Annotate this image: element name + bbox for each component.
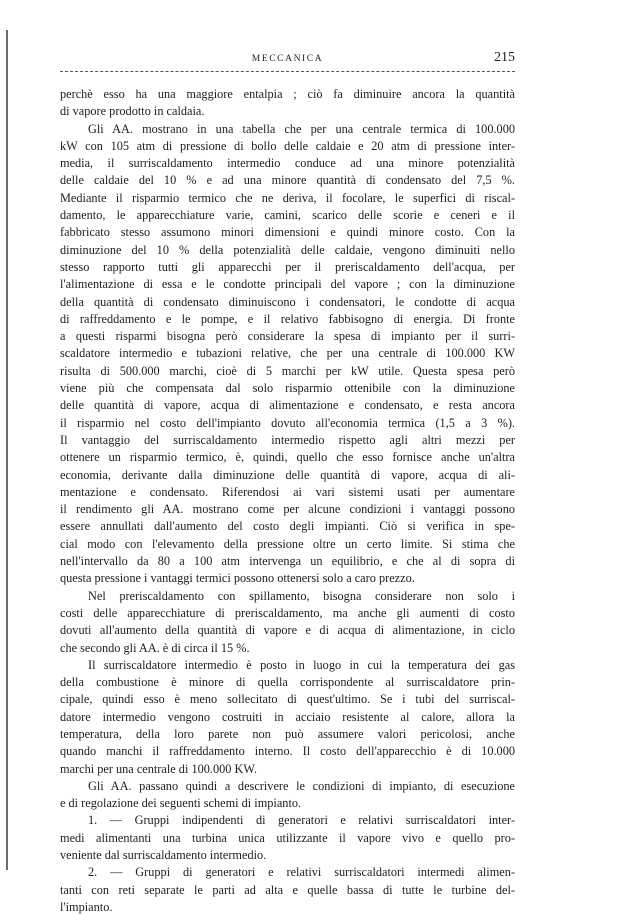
text-line: il risparmio nel costo dell'impianto dovuto all'economia termica (1,5 a 3 %). xyxy=(60,415,515,430)
text-line: il rendimento gli AA. mostrano come per alcune condizioni i vantaggi possono xyxy=(60,502,515,517)
text-line: della quantità di condensato diminuiscono i condensatori, le condotte di acqua xyxy=(60,294,515,309)
text-line: perchè esso ha una maggiore entalpia ; ciò fa diminuire ancora la quantità xyxy=(60,87,515,101)
text-line: medi alimentanti una turbina unica utilizzante il vapore vivo e quello pro- xyxy=(60,830,515,845)
text-line: temperatura, della loro parete non può assumere valori pericolosi, anche xyxy=(60,726,515,741)
text-line: stesso rapporto tutti gli apparecchi per il preriscaldamento dell'acqua, per xyxy=(60,259,515,274)
text-line: diminuzione del 10 % della potenzialità delle caldaie, vengono diminuiti nello xyxy=(60,242,515,257)
text-line: risulta di 500.000 marchi, cioè di 5 marchi per kW utile. Questa spesa però xyxy=(60,363,515,378)
page-edge-shadow xyxy=(6,30,8,870)
text-line: Nel preriscaldamento con spillamento, bisogna considerare non solo i xyxy=(88,588,515,603)
text-line: economia, derivante dalla diminuzione delle quantità di vapore, acqua di ali- xyxy=(60,467,515,482)
text-line: mentazione e condensato. Riferendosi ai vari sistemi usati per aumentare xyxy=(60,484,515,499)
text-line: delle caldaie del 10 % e ad una minore quantità di condensato del 7,5 %. xyxy=(60,173,515,188)
text-line: 2. — Gruppi di generatori e relativi surriscaldatori intermedi alimen- xyxy=(88,865,515,880)
text-line: dovuti all'aumento della quantità di vapore e di acqua di alimentazione, in ciclo xyxy=(60,623,515,638)
text-line: a questi risparmi bisogna però considerare la spesa di impianto per il surri- xyxy=(60,329,515,344)
text-line: quando manchi il raffreddamento interno. Il costo dell'apparecchio è di 10.000 xyxy=(60,744,515,759)
running-header xyxy=(60,50,515,70)
text-line: damento, le apparecchiature varie, camini, scarico delle scorie e ceneri e il xyxy=(60,208,515,223)
text-line: scaldatore intermedio e tubazioni relative, che per una centrale di 100.000 KW xyxy=(60,346,515,361)
text-line: 1. — Gruppi indipendenti di generatori e relativi surriscaldatori inter- xyxy=(88,813,515,828)
text-line: di vapore prodotto in caldaia. xyxy=(60,104,205,119)
text-line: viene più che compensata dal solo risparmio ottenibile con la diminuzione xyxy=(60,381,515,396)
text-line: questa pressione i vantaggi termici possono ottenersi solo a caro prezzo. xyxy=(60,571,415,586)
text-line: costi delle apparecchiature di preriscaldamento, ma anche gli aumenti di costo xyxy=(60,605,515,620)
text-line: datore intermedio vengono costruiti in acciaio resistente al calore, allora la xyxy=(60,709,515,724)
text-line: nell'intervallo da 80 a 100 atm intervenga un equilibrio, e che al di sopra di xyxy=(60,554,515,569)
text-line: marchi per una centrale di 100.000 KW. xyxy=(60,761,257,776)
text-line: l'alimentazione di essa e le condotte principali del vapore ; con la diminuzione xyxy=(60,277,515,292)
text-line: media, il surriscaldamento intermedio conduce ad una minore potenzialità xyxy=(60,156,515,171)
page-number: 215 xyxy=(494,50,515,65)
text-line: della combustione è minore di quella corrispondente al surriscaldatore prin- xyxy=(60,675,515,690)
text-line: Gli AA. mostrano in una tabella che per una centrale termica di 100.000 xyxy=(88,121,515,136)
text-line: kW con 105 atm di pressione di bollo delle caldaie e 20 atm di pressione inter- xyxy=(60,138,515,153)
text-line: l'impianto. xyxy=(60,899,113,914)
text-line: Il vantaggio del surriscaldamento intermedio rispetto agli altri mezzi per xyxy=(60,432,515,447)
text-line: cipale, quindi esso è meno sollecitato di quest'ultimo. Se i tubi del surriscal- xyxy=(60,692,515,707)
text-line: e di regolazione dei seguenti schemi di impianto. xyxy=(60,796,302,811)
text-line: veniente dal surriscaldamento intermedio. xyxy=(60,848,267,863)
text-line: essere annullati dall'aumento del costo degli impianti. Ciò si verifica in spe- xyxy=(60,519,515,534)
text-line: che secondo gli AA. è di circa il 15 %. xyxy=(60,640,250,655)
header-rule xyxy=(60,71,515,72)
text-line: fabbricato stesso assumono minori dimensioni e quindi minore costo. Con la xyxy=(60,225,515,240)
body-text xyxy=(60,86,515,916)
text-line: ottenere un risparmio termico, è, quindi, quello che esso fornisce anche un'altra xyxy=(60,450,515,465)
text-line: di raffreddamento e le pompe, e il relativo fabbisogno di energia. Di fronte xyxy=(60,311,515,326)
running-title: MECCANICA xyxy=(251,54,324,64)
text-line: Mediante il risparmio termico che ne deriva, il focolare, le superfici di riscal- xyxy=(60,190,515,205)
text-line: delle quantità di vapore, acqua di alimentazione e condensato, e resta ancora xyxy=(60,398,515,413)
text-line: Il surriscaldatore intermedio è posto in luogo in cui la temperatura dei gas xyxy=(88,657,515,672)
text-line: cial modo con l'elevamento della pressione oltre un certo limite. Si stima che xyxy=(60,536,515,551)
text-line: Gli AA. passano quindi a descrivere le condizioni di impianto, di esecuzione xyxy=(88,778,515,793)
text-line: tanti con reti separate le parti ad alta e quelle bassa di tutte le turbine del- xyxy=(60,882,515,897)
